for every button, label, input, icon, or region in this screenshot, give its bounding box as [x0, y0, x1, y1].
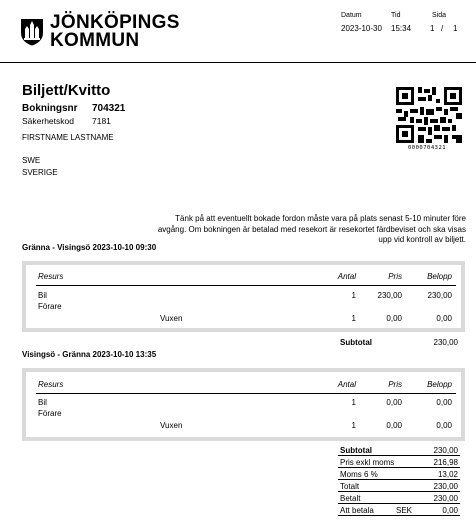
column-header-quantity: Antal [337, 272, 356, 281]
price-excl-vat-label: Pris exkl moms [340, 458, 395, 467]
column-header-quantity: Antal [337, 380, 356, 389]
table-cell-resource-sub: Förare [38, 302, 62, 311]
table-cell-price: 230,00 [377, 291, 402, 300]
customer-country-code: SWE [22, 156, 41, 165]
boarding-notice [150, 214, 466, 246]
booking-qr-code [396, 87, 462, 143]
trip-items-table [22, 368, 465, 441]
amount-due-label: Att betala [340, 506, 374, 515]
trip-title: Visingsö - Gränna 2023-10-10 13:35 [22, 350, 157, 359]
vat-value: 13,02 [437, 470, 458, 479]
boarding-notice-line2: avgång. Om bokningen är betalad med resekort är resekortet färdbeviset och ska visas [157, 224, 466, 234]
page-label: Sida [432, 12, 447, 19]
paid-value: 230,00 [433, 494, 458, 503]
table-cell-quantity: 1 [351, 421, 356, 430]
qr-code-number: 0000704321 [408, 145, 447, 151]
customer-country-name: SVERIGE [22, 168, 58, 177]
page-separator: / [441, 24, 444, 33]
summary-subtotal-value: 230,00 [433, 446, 458, 455]
table-cell-amount: 0,00 [436, 314, 452, 323]
amount-due-value: 0,00 [442, 506, 458, 515]
trip-subtotal-value: 230,00 [433, 338, 458, 347]
column-header-price: Pris [388, 272, 402, 281]
table-header-divider [36, 285, 456, 286]
customer-name: FIRSTNAME LASTNAME [22, 133, 114, 142]
table-cell-price: 0,00 [386, 398, 402, 407]
column-header-resource: Resurs [38, 272, 64, 281]
booking-number-label: Bokningsnr [22, 103, 78, 114]
table-cell-quantity: 1 [351, 398, 356, 407]
table-cell-amount: 0,00 [436, 398, 452, 407]
boarding-notice-line1: Tänk på att eventuellt bokade fordon måste vara på plats senast 5-10 minuter före [175, 214, 466, 223]
paid-label: Betalt [340, 494, 361, 503]
table-header-divider [36, 393, 456, 394]
time-value: 15:34 [391, 24, 412, 33]
trip-title: Gränna - Visingsö 2023-10-10 09:30 [22, 243, 157, 252]
trip-items-table [22, 261, 465, 332]
page-total: 1 [453, 24, 458, 33]
table-cell-resource: Vuxen [160, 314, 183, 323]
security-code-value: 7181 [92, 116, 111, 126]
column-header-amount: Belopp [427, 380, 452, 389]
date-value: 2023-10-30 [341, 24, 382, 33]
boarding-notice-line3: upp vid kontroll av biljett. [378, 235, 466, 244]
table-cell-price: 0,00 [386, 421, 402, 430]
receipt-title: Biljett/Kvitto [22, 82, 111, 99]
table-cell-resource-sub: Förare [38, 409, 62, 418]
time-label: Tid [391, 12, 401, 19]
summary-divider [338, 503, 460, 504]
summary-divider [338, 515, 460, 516]
organization-logo-text [50, 14, 180, 50]
column-header-amount: Belopp [427, 272, 452, 281]
organization-name-line1: JÖNKÖPINGS [50, 12, 180, 33]
summary-divider [338, 467, 460, 468]
header-divider [0, 62, 476, 63]
table-cell-amount: 230,00 [427, 291, 452, 300]
table-cell-resource: Bil [38, 291, 47, 300]
summary-divider [338, 491, 460, 492]
organization-name-line2: KOMMUN [50, 30, 140, 51]
booking-number-value: 704321 [92, 103, 126, 114]
summary-subtotal-label: Subtotal [340, 446, 372, 455]
table-cell-price: 0,00 [386, 314, 402, 323]
page-number: 1 [430, 24, 435, 33]
total-label: Totalt [340, 482, 360, 491]
table-cell-quantity: 1 [351, 314, 356, 323]
summary-divider [338, 479, 460, 480]
trip-subtotal-label: Subtotal [340, 338, 372, 347]
security-code-label: Säkerhetskod [22, 116, 74, 126]
currency-label: SEK [396, 506, 413, 515]
summary-divider [338, 455, 460, 456]
column-header-price: Pris [388, 380, 402, 389]
table-cell-resource: Vuxen [160, 421, 183, 430]
column-header-resource: Resurs [38, 380, 64, 389]
table-cell-resource: Bil [38, 398, 47, 407]
vat-label: Moms 6 % [340, 470, 378, 479]
table-cell-quantity: 1 [351, 291, 356, 300]
municipal-crest-icon [20, 18, 44, 46]
table-cell-amount: 0,00 [436, 421, 452, 430]
price-excl-vat-value: 216,98 [433, 458, 458, 467]
date-label: Datum [341, 12, 362, 19]
total-value: 230,00 [433, 482, 458, 491]
